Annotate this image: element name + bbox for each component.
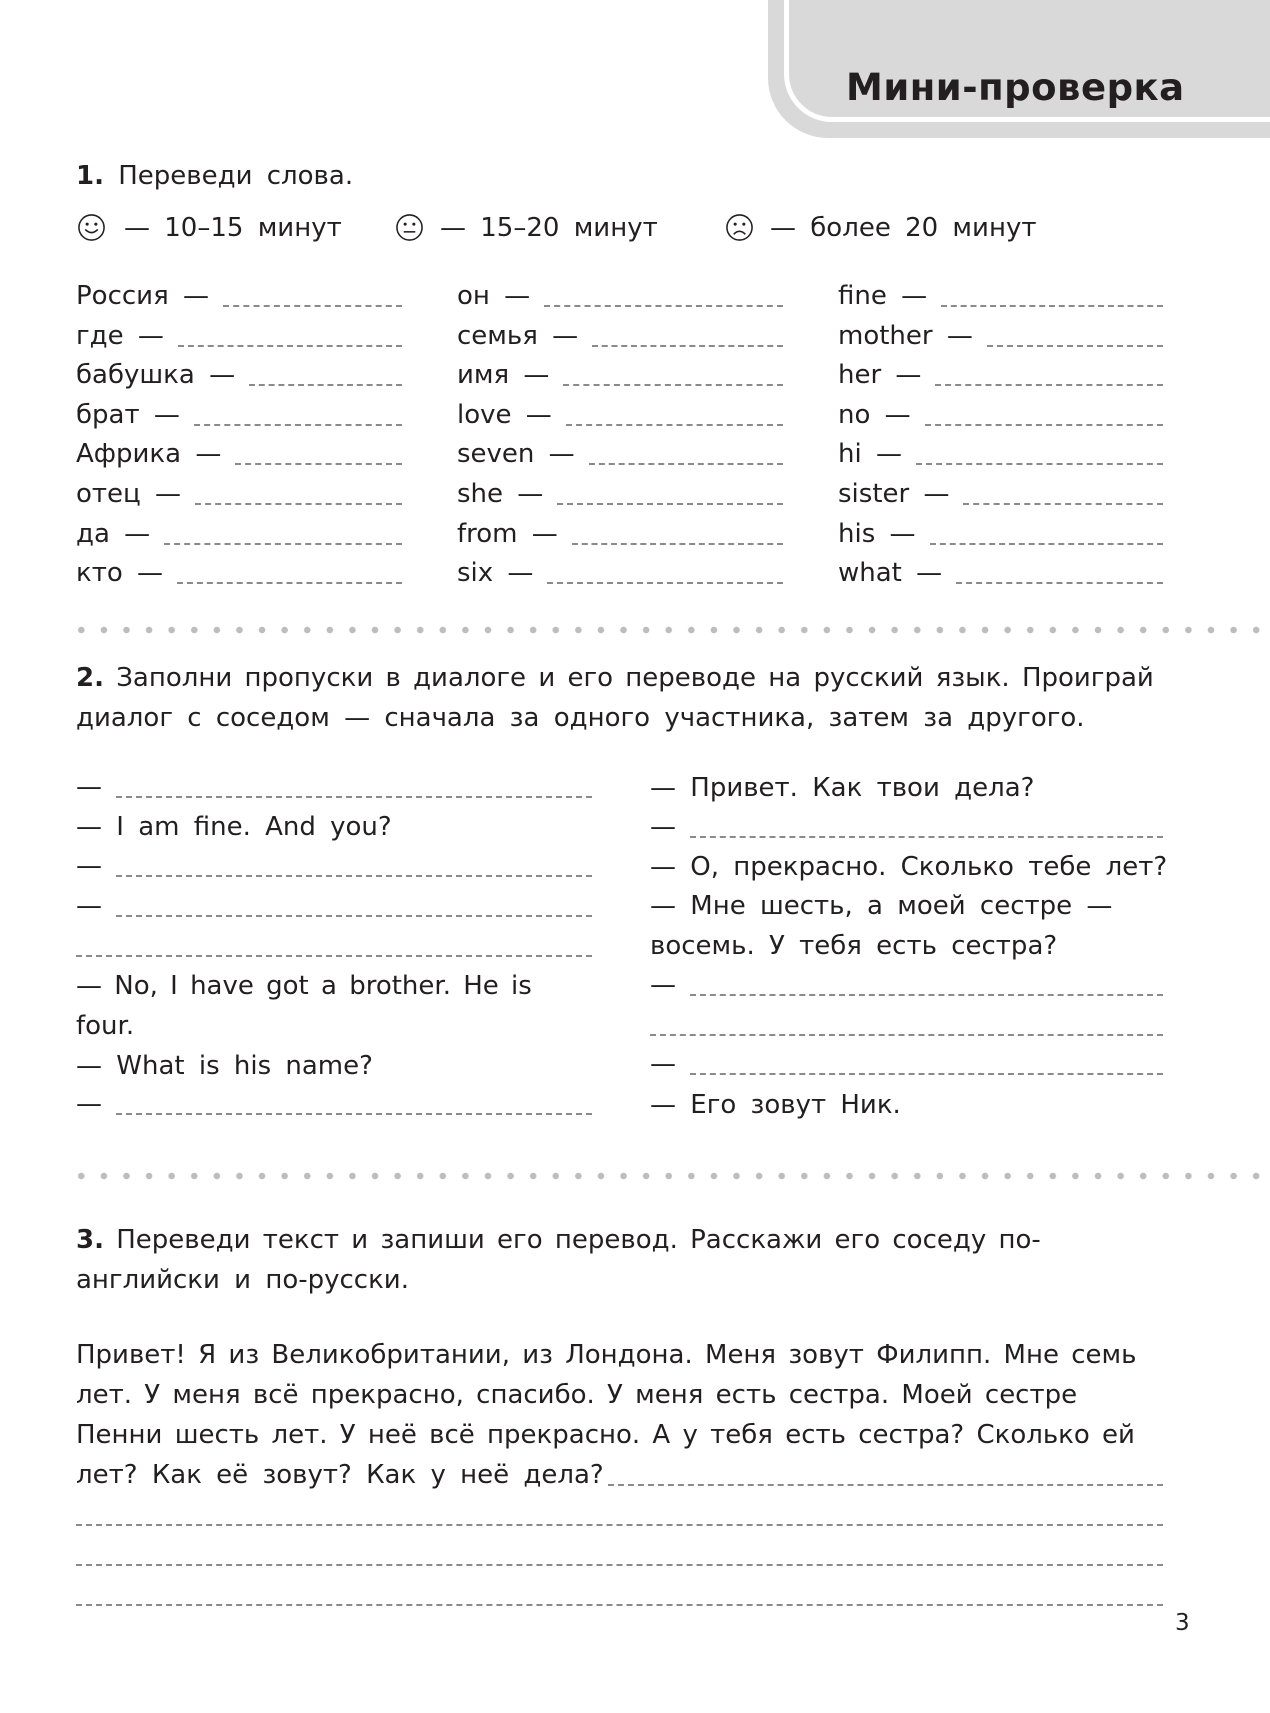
word-prompt: Россия — xyxy=(76,281,209,311)
word-prompt: брат — xyxy=(76,399,180,430)
dialog-dash: — xyxy=(76,772,102,802)
task3-text-line4-row xyxy=(76,1455,1163,1495)
answer-blank[interactable] xyxy=(178,345,402,347)
legend-medium: — 15–20 минут xyxy=(440,213,658,243)
answer-blank[interactable] xyxy=(116,796,592,798)
answer-blank[interactable] xyxy=(690,836,1163,838)
dialog-dash: — xyxy=(650,812,676,842)
dialog-left-blank-8 xyxy=(76,1084,592,1124)
word-row xyxy=(457,434,783,474)
word-row xyxy=(457,276,783,316)
answer-blank[interactable] xyxy=(547,582,783,584)
word-prompt: what — xyxy=(838,558,943,589)
dialog-left-blank-4 xyxy=(76,886,592,926)
page-title: Мини-проверка xyxy=(846,66,1185,109)
dialog-left-blank-1 xyxy=(76,767,592,807)
dialog-dash: — xyxy=(76,1089,102,1119)
word-prompt: fine — xyxy=(838,281,928,311)
answer-blank[interactable] xyxy=(690,994,1163,996)
task3-text-line1: Привет! Я из Великобритании, из Лондона. Меня зовут Филипп. Мне семь xyxy=(76,1340,1137,1370)
word-row xyxy=(76,276,402,316)
word-row xyxy=(76,434,402,474)
answer-blank[interactable] xyxy=(963,503,1163,505)
task1-instruction-text: Переведи слова. xyxy=(118,161,354,191)
word-prompt: seven — xyxy=(457,439,575,470)
word-row xyxy=(457,553,783,593)
task2-number: 2. xyxy=(76,663,104,693)
dotted-separator xyxy=(70,1172,1270,1180)
task2-instruction-line1 xyxy=(76,658,1161,698)
dialog-dash: — xyxy=(650,970,676,1000)
word-row xyxy=(76,355,402,395)
legend-fast: — 10–15 минут xyxy=(124,213,342,243)
dialog-left-line-7: — What is his name? xyxy=(76,1051,373,1081)
word-row xyxy=(76,514,402,554)
word-prompt: имя — xyxy=(457,360,550,391)
answer-blank[interactable] xyxy=(563,384,783,386)
word-row xyxy=(838,395,1163,435)
neutral-face-icon xyxy=(395,213,424,242)
answer-blank[interactable] xyxy=(572,543,783,545)
word-row xyxy=(838,434,1163,474)
answer-blank[interactable] xyxy=(935,384,1163,386)
dialog-right-blank-5 xyxy=(650,965,1163,1005)
word-prompt: hi — xyxy=(838,439,902,470)
answer-blank[interactable] xyxy=(76,1604,1163,1606)
dialog-right-blank-7 xyxy=(650,1044,1163,1084)
answer-blank[interactable] xyxy=(930,543,1163,545)
word-row xyxy=(457,514,783,554)
answer-blank[interactable] xyxy=(592,345,783,347)
word-prompt: six — xyxy=(457,558,534,589)
task3-instruction-line1 xyxy=(76,1220,1161,1260)
word-row xyxy=(838,474,1163,514)
dialog-left-line-2: — I am fine. And you? xyxy=(76,812,392,842)
word-row xyxy=(838,355,1163,395)
answer-blank[interactable] xyxy=(164,543,402,545)
task3-number: 3. xyxy=(76,1225,104,1255)
answer-blank[interactable] xyxy=(916,463,1163,465)
dialog-right-line-3: — О, прекрасно. Сколько тебе лет? xyxy=(650,852,1168,882)
answer-blank[interactable] xyxy=(116,1113,592,1115)
dialog-dash: — xyxy=(650,1049,676,1079)
dialog-left-blank-3 xyxy=(76,846,592,886)
word-row xyxy=(457,395,783,435)
word-prompt: mother — xyxy=(838,320,973,351)
answer-blank[interactable] xyxy=(608,1484,1163,1486)
dialog-left-line-6a: — No, I have got a brother. He is xyxy=(76,971,532,1001)
page-number: 3 xyxy=(1175,1610,1190,1636)
legend-slow: — более 20 минут xyxy=(770,213,1037,243)
word-prompt: no — xyxy=(838,399,911,430)
word-row xyxy=(457,474,783,514)
answer-blank[interactable] xyxy=(223,305,402,307)
answer-blank[interactable] xyxy=(925,424,1163,426)
word-prompt: his — xyxy=(838,518,916,549)
dotted-separator xyxy=(70,626,1270,634)
word-prompt: sister — xyxy=(838,479,950,509)
dialog-dash: — xyxy=(76,891,102,921)
word-row xyxy=(76,474,402,514)
word-prompt: her — xyxy=(838,360,922,391)
answer-blank[interactable] xyxy=(177,582,402,584)
answer-blank[interactable] xyxy=(116,875,592,877)
word-prompt: да — xyxy=(76,518,151,549)
answer-blank[interactable] xyxy=(589,463,783,465)
task3-text-line3: Пенни шесть лет. У неё всё прекрасно. А у тебя есть сестра? Сколько ей xyxy=(76,1420,1135,1450)
word-prompt: он — xyxy=(457,281,531,311)
answer-blank[interactable] xyxy=(941,305,1163,307)
answer-blank[interactable] xyxy=(116,915,592,917)
answer-blank[interactable] xyxy=(76,1564,1163,1566)
answer-blank[interactable] xyxy=(249,384,402,386)
smile-face-icon xyxy=(77,213,106,242)
dialog-dash: — xyxy=(76,851,102,881)
word-row xyxy=(76,553,402,593)
answer-blank[interactable] xyxy=(690,1073,1163,1075)
answer-blank[interactable] xyxy=(76,1524,1163,1526)
word-prompt: Африка — xyxy=(76,439,222,470)
answer-blank[interactable] xyxy=(195,503,402,505)
answer-blank[interactable] xyxy=(956,582,1163,584)
answer-blank[interactable] xyxy=(544,305,783,307)
word-prompt: отец — xyxy=(76,479,182,509)
word-row xyxy=(838,276,1163,316)
answer-blank[interactable] xyxy=(194,424,402,426)
dialog-right-line-4b: восемь. У тебя есть сестра? xyxy=(650,931,1058,961)
word-prompt: бабушка — xyxy=(76,360,236,391)
word-prompt: семья — xyxy=(457,320,579,351)
dialog-right-blank-2 xyxy=(650,807,1163,847)
sad-face-icon xyxy=(725,213,754,242)
word-row xyxy=(76,395,402,435)
dialog-right-line-4a: — Мне шесть, а моей сестре — xyxy=(650,891,1113,921)
answer-blank[interactable] xyxy=(650,1034,1163,1036)
task3-text-line2: лет. У меня всё прекрасно, спасибо. У меня есть сестра. Моей сестре xyxy=(76,1380,1078,1410)
answer-blank[interactable] xyxy=(235,463,402,465)
word-row xyxy=(838,316,1163,356)
dialog-left-line-6b: four. xyxy=(76,1011,135,1041)
task3-text-line4: лет? Как её зовут? Как у неё дела? xyxy=(76,1460,604,1490)
task2-instruction-line2: диалог с соседом — сначала за одного участника, затем за другого. xyxy=(76,703,1085,733)
word-row xyxy=(457,316,783,356)
word-row xyxy=(457,355,783,395)
task1-instruction xyxy=(76,156,353,196)
task3-instruction-line2: английски и по-русски. xyxy=(76,1265,409,1295)
task3-instruction-text-1: Переведи текст и запиши его перевод. Расскажи его соседу по- xyxy=(116,1225,1041,1255)
dialog-right-line-1: — Привет. Как твои дела? xyxy=(650,773,1035,803)
dialog-right-line-8: — Его зовут Ник. xyxy=(650,1090,901,1120)
word-prompt: love — xyxy=(457,399,552,430)
word-row xyxy=(838,514,1163,554)
word-prompt: from — xyxy=(457,518,558,549)
word-row xyxy=(838,553,1163,593)
task1-number: 1. xyxy=(76,161,104,191)
word-prompt: she — xyxy=(457,479,544,509)
word-row xyxy=(76,316,402,356)
answer-blank[interactable] xyxy=(557,503,783,505)
answer-blank[interactable] xyxy=(76,955,592,957)
task2-instruction-text-1: Заполни пропуски в диалоге и его переводе на русский язык. Проиграй xyxy=(116,663,1154,693)
word-prompt: кто — xyxy=(76,558,164,589)
answer-blank[interactable] xyxy=(987,345,1163,347)
answer-blank[interactable] xyxy=(566,424,783,426)
word-prompt: где — xyxy=(76,320,164,351)
